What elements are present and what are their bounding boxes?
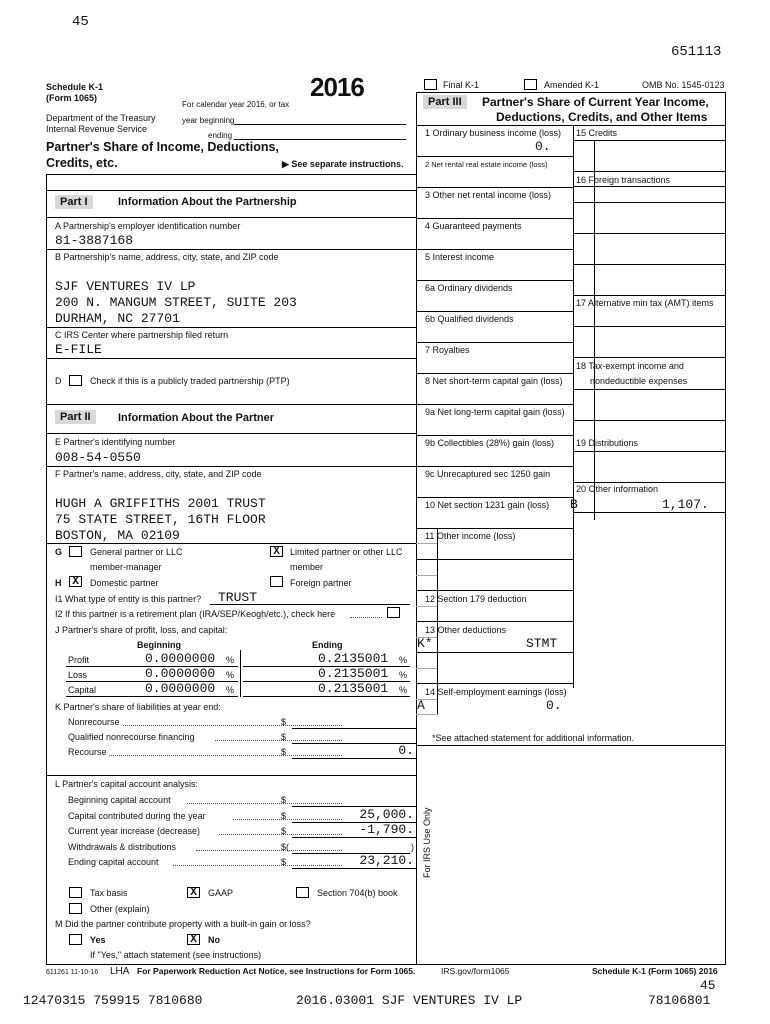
capital-row-label: Withdrawals & distributions <box>68 841 177 852</box>
capital-row-label: Current year increase (decrease) <box>68 826 201 836</box>
other-explain-label: Other (explain) <box>90 904 150 914</box>
partner-name-label: F Partner's name, address, city, state, and ZIP code <box>55 469 262 479</box>
partner-city[interactable]: BOSTON, MA 02109 <box>55 528 180 543</box>
h-letter: H <box>55 578 62 588</box>
line-5-label: 5 Interest income <box>425 252 495 262</box>
line-6a-label: 6a Ordinary dividends <box>425 283 513 293</box>
line-14-label: 14 Self-employment earnings (loss) <box>425 687 567 697</box>
g-letter: G <box>55 547 63 557</box>
liabilities-label: K Partner's share of liabilities at year end: <box>55 702 221 712</box>
partner-id[interactable]: 008-54-0550 <box>55 450 141 465</box>
tax-basis-checkbox[interactable] <box>69 887 82 898</box>
omb-number: OMB No. 1545-0123 <box>642 80 725 90</box>
line-4-label: 4 Guaranteed payments <box>425 221 522 231</box>
share-row-label: Profit <box>68 655 90 665</box>
line-8-label: 8 Net short-term capital gain (loss) <box>425 376 563 386</box>
ending-header: Ending <box>312 640 343 650</box>
part1-label: Part I <box>55 195 93 209</box>
general-partner-label: General partner or LLC <box>90 547 183 557</box>
part1-title: Information About the Partnership <box>118 196 297 208</box>
irs-use-only: For IRS Use Only <box>422 807 432 878</box>
final-k1-label: Final K-1 <box>443 80 480 90</box>
see-attached-note: *See attached statement for additional information. <box>432 733 635 743</box>
schedule-label: Schedule K-1 <box>46 82 104 92</box>
footer-right-number: 78106801 <box>648 993 711 1008</box>
partner-id-label: E Partner's identifying number <box>55 437 176 447</box>
share-ending-value[interactable]: 0.2135001 <box>318 681 389 696</box>
share-beginning-value[interactable]: 0.0000000 <box>145 666 216 681</box>
line-14-code[interactable]: A <box>417 698 425 713</box>
share-row-label: Capital <box>68 685 97 695</box>
part2-label: Part II <box>55 410 96 424</box>
domestic-partner-label: Domestic partner <box>90 578 159 588</box>
limited-partner-label: Limited partner or other LLC <box>290 547 403 557</box>
section-704b-checkbox[interactable] <box>296 887 309 898</box>
line-2-label: 2 Net rental real estate income (loss) <box>425 160 548 169</box>
ptp-letter: D <box>55 376 62 386</box>
builtin-gain-yes-checkbox[interactable] <box>69 934 82 945</box>
if-yes-note: If "Yes," attach statement (see instructions) <box>90 950 262 960</box>
section-704b-label: Section 704(b) book <box>317 888 398 898</box>
line-20-value[interactable]: 1,107. <box>662 497 709 512</box>
percent-sign: % <box>226 670 235 680</box>
percent-sign: % <box>226 655 235 665</box>
form-label: (Form 1065) <box>46 93 98 103</box>
line-1-value[interactable]: 0. <box>535 139 551 154</box>
capital-value[interactable]: -1,790. <box>359 822 414 837</box>
ending-label: ending <box>208 131 233 140</box>
builtin-gain-label: M Did the partner contribute property with a built-in gain or loss? <box>55 919 311 929</box>
line-20-label: 20 Other information <box>576 484 659 494</box>
line-1-label: 1 Ordinary business income (loss) <box>425 128 562 138</box>
line-6b-label: 6b Qualified dividends <box>425 314 514 324</box>
general-partner-checkbox[interactable] <box>69 546 82 557</box>
percent-sign: % <box>399 685 408 695</box>
line-11-label: 11 Other income (loss) <box>425 531 516 541</box>
liability-value[interactable]: 0. <box>398 743 414 758</box>
footer-code: 611261 11-10-16 <box>46 969 99 976</box>
share-row-label: Loss <box>68 670 88 680</box>
retirement-plan-checkbox[interactable] <box>387 607 400 618</box>
ptp-checkbox[interactable] <box>69 375 82 386</box>
partnership-name-label: B Partnership's name, address, city, state, and ZIP code <box>55 252 279 262</box>
lha-label: LHA <box>110 966 130 977</box>
percent-sign: % <box>399 655 408 665</box>
line-7-label: 7 Royalties <box>425 345 470 355</box>
percent-sign: % <box>226 685 235 695</box>
line-10-label: 10 Net section 1231 gain (loss) <box>425 500 550 510</box>
line-9a-label: 9a Net long-term capital gain (loss) <box>425 407 565 417</box>
line-19-label: 19 Distributions <box>576 438 639 448</box>
yes-label: Yes <box>90 935 106 945</box>
dollar-sign: $ <box>281 717 287 727</box>
capital-value[interactable]: 23,210. <box>359 853 414 868</box>
partnership-address[interactable]: 200 N. MANGUM STREET, SUITE 203 <box>55 295 297 310</box>
other-explain-checkbox[interactable] <box>69 903 82 914</box>
partnership-ein[interactable]: 81-3887168 <box>55 233 134 248</box>
see-instructions: ▶ See separate instructions. <box>282 159 404 169</box>
line-9c-label: 9c Unrecaptured sec 1250 gain <box>425 469 551 479</box>
member-manager-label: member-manager <box>90 562 162 572</box>
dept-label: Department of the Treasury <box>46 113 156 123</box>
calendar-year-label: For calendar year 2016, or tax <box>182 100 290 109</box>
line-13-code[interactable]: K* <box>417 636 433 651</box>
builtin-gain-no-checkbox[interactable]: X <box>187 934 200 945</box>
part3-label: Part III <box>423 95 467 109</box>
gaap-label: GAAP <box>208 888 234 898</box>
share-label: J Partner's share of profit, loss, and capital: <box>55 625 228 635</box>
capital-row-label: Beginning capital account <box>68 795 171 805</box>
share-ending-value[interactable]: 0.2135001 <box>318 666 389 681</box>
capital-row-label: Ending capital account <box>68 857 159 867</box>
amended-k1-label: Amended K-1 <box>544 80 600 90</box>
capital-value[interactable]: 25,000. <box>359 806 414 822</box>
capital-row-label: Capital contributed during the year <box>68 810 206 821</box>
dollar-sign: $ <box>281 795 287 805</box>
line-9b-label: 9b Collectibles (28%) gain (loss) <box>425 438 555 448</box>
partner-name[interactable]: HUGH A GRIFFITHS 2001 TRUST <box>55 496 266 511</box>
entity-type-label: I1 What type of entity is this partner? <box>55 594 202 604</box>
domestic-partner-checkbox[interactable]: X <box>69 576 82 587</box>
irs-label: Internal Revenue Service <box>46 124 148 134</box>
entity-type-value[interactable]: TRUST <box>218 590 258 605</box>
final-k1-checkbox[interactable] <box>424 79 437 90</box>
page-number-top: 45 <box>72 14 89 30</box>
share-beginning-value[interactable]: 0.0000000 <box>145 681 216 696</box>
beginning-header: Beginning <box>137 640 181 650</box>
irs-center-value[interactable]: E-FILE <box>55 342 102 357</box>
page-number-bottom: 45 <box>700 978 716 993</box>
part3-title-2: Deductions, Credits, and Other Items <box>496 110 708 124</box>
form-reference: Schedule K-1 (Form 1065) 2016 <box>592 966 718 976</box>
year-beginning-label: year beginning <box>182 116 235 125</box>
form-code-top: 651113 <box>671 44 722 60</box>
liability-row-label: Nonrecourse <box>68 717 120 727</box>
partner-address[interactable]: 75 STATE STREET, 16TH FLOOR <box>55 512 266 527</box>
line-17-label: 17 Alternative min tax (AMT) items <box>576 298 714 308</box>
line-13-value[interactable]: STMT <box>526 636 558 651</box>
ptp-label: Check if this is a publicly traded partnership (PTP) <box>90 376 290 386</box>
part3-title-1: Partner's Share of Current Year Income, <box>482 95 709 109</box>
line-14-value[interactable]: 0. <box>546 698 562 713</box>
paperwork-notice: For Paperwork Reduction Act Notice, see Instructions for Form 1065. <box>137 966 416 976</box>
capital-analysis-label: L Partner's capital account analysis: <box>55 779 198 789</box>
line-16-label: 16 Foreign transactions <box>576 175 671 185</box>
no-label: No <box>208 935 220 945</box>
footer-center-text: 2016.03001 SJF VENTURES IV LP <box>296 993 523 1008</box>
line-18-label-2: nondeductible expenses <box>590 376 688 386</box>
dollar-sign: $ <box>281 747 287 757</box>
part2-title: Information About the Partner <box>118 412 275 424</box>
gaap-checkbox[interactable]: X <box>187 887 200 898</box>
liability-row-label: Recourse <box>68 747 107 757</box>
line-3-label: 3 Other net rental income (loss) <box>425 190 552 200</box>
tax-year: 2016 <box>310 72 364 102</box>
line-20-code[interactable]: B <box>570 497 578 512</box>
liability-row-label: Qualified nonrecourse financing <box>68 732 195 742</box>
dollar-sign: $ <box>281 810 287 821</box>
dollar-sign: $ <box>281 732 287 742</box>
close-paren: ) <box>411 841 414 852</box>
partnership-city[interactable]: DURHAM, NC 27701 <box>55 311 180 326</box>
share-beginning-value[interactable]: 0.0000000 <box>145 651 216 666</box>
share-ending-value[interactable]: 0.2135001 <box>318 651 389 666</box>
line-18-label: 18 Tax-exempt income and <box>576 361 684 371</box>
dollar-sign: $( <box>281 841 290 852</box>
retirement-plan-label: I2 If this partner is a retirement plan (IRA/SEP/Keogh/etc.), check here <box>55 609 336 619</box>
irs-center-label: C IRS Center where partnership filed return <box>55 330 229 340</box>
percent-sign: % <box>399 670 408 680</box>
line-15-label: 15 Credits <box>576 128 618 138</box>
tax-basis-label: Tax basis <box>90 888 128 898</box>
partnership-name[interactable]: SJF VENTURES IV LP <box>55 279 196 294</box>
member-label: member <box>290 562 324 572</box>
dollar-sign: $ <box>281 826 287 836</box>
limited-partner-checkbox[interactable]: X <box>270 546 283 557</box>
ein-label: A Partnership's employer identification number <box>55 221 241 231</box>
irs-website[interactable]: IRS.gov/form1065 <box>441 966 510 976</box>
line-13-label: 13 Other deductions <box>425 625 507 635</box>
foreign-partner-label: Foreign partner <box>290 578 352 588</box>
form-title-1: Partner's Share of Income, Deductions, <box>46 140 279 154</box>
line-12-label: 12 Section 179 deduction <box>425 594 527 604</box>
amended-k1-checkbox[interactable] <box>524 79 537 90</box>
footer-left-number: 12470315 759915 7810680 <box>23 993 203 1008</box>
form-title-2: Credits, etc. <box>46 156 118 170</box>
dollar-sign: $ <box>281 857 287 867</box>
foreign-partner-checkbox[interactable] <box>270 576 283 587</box>
